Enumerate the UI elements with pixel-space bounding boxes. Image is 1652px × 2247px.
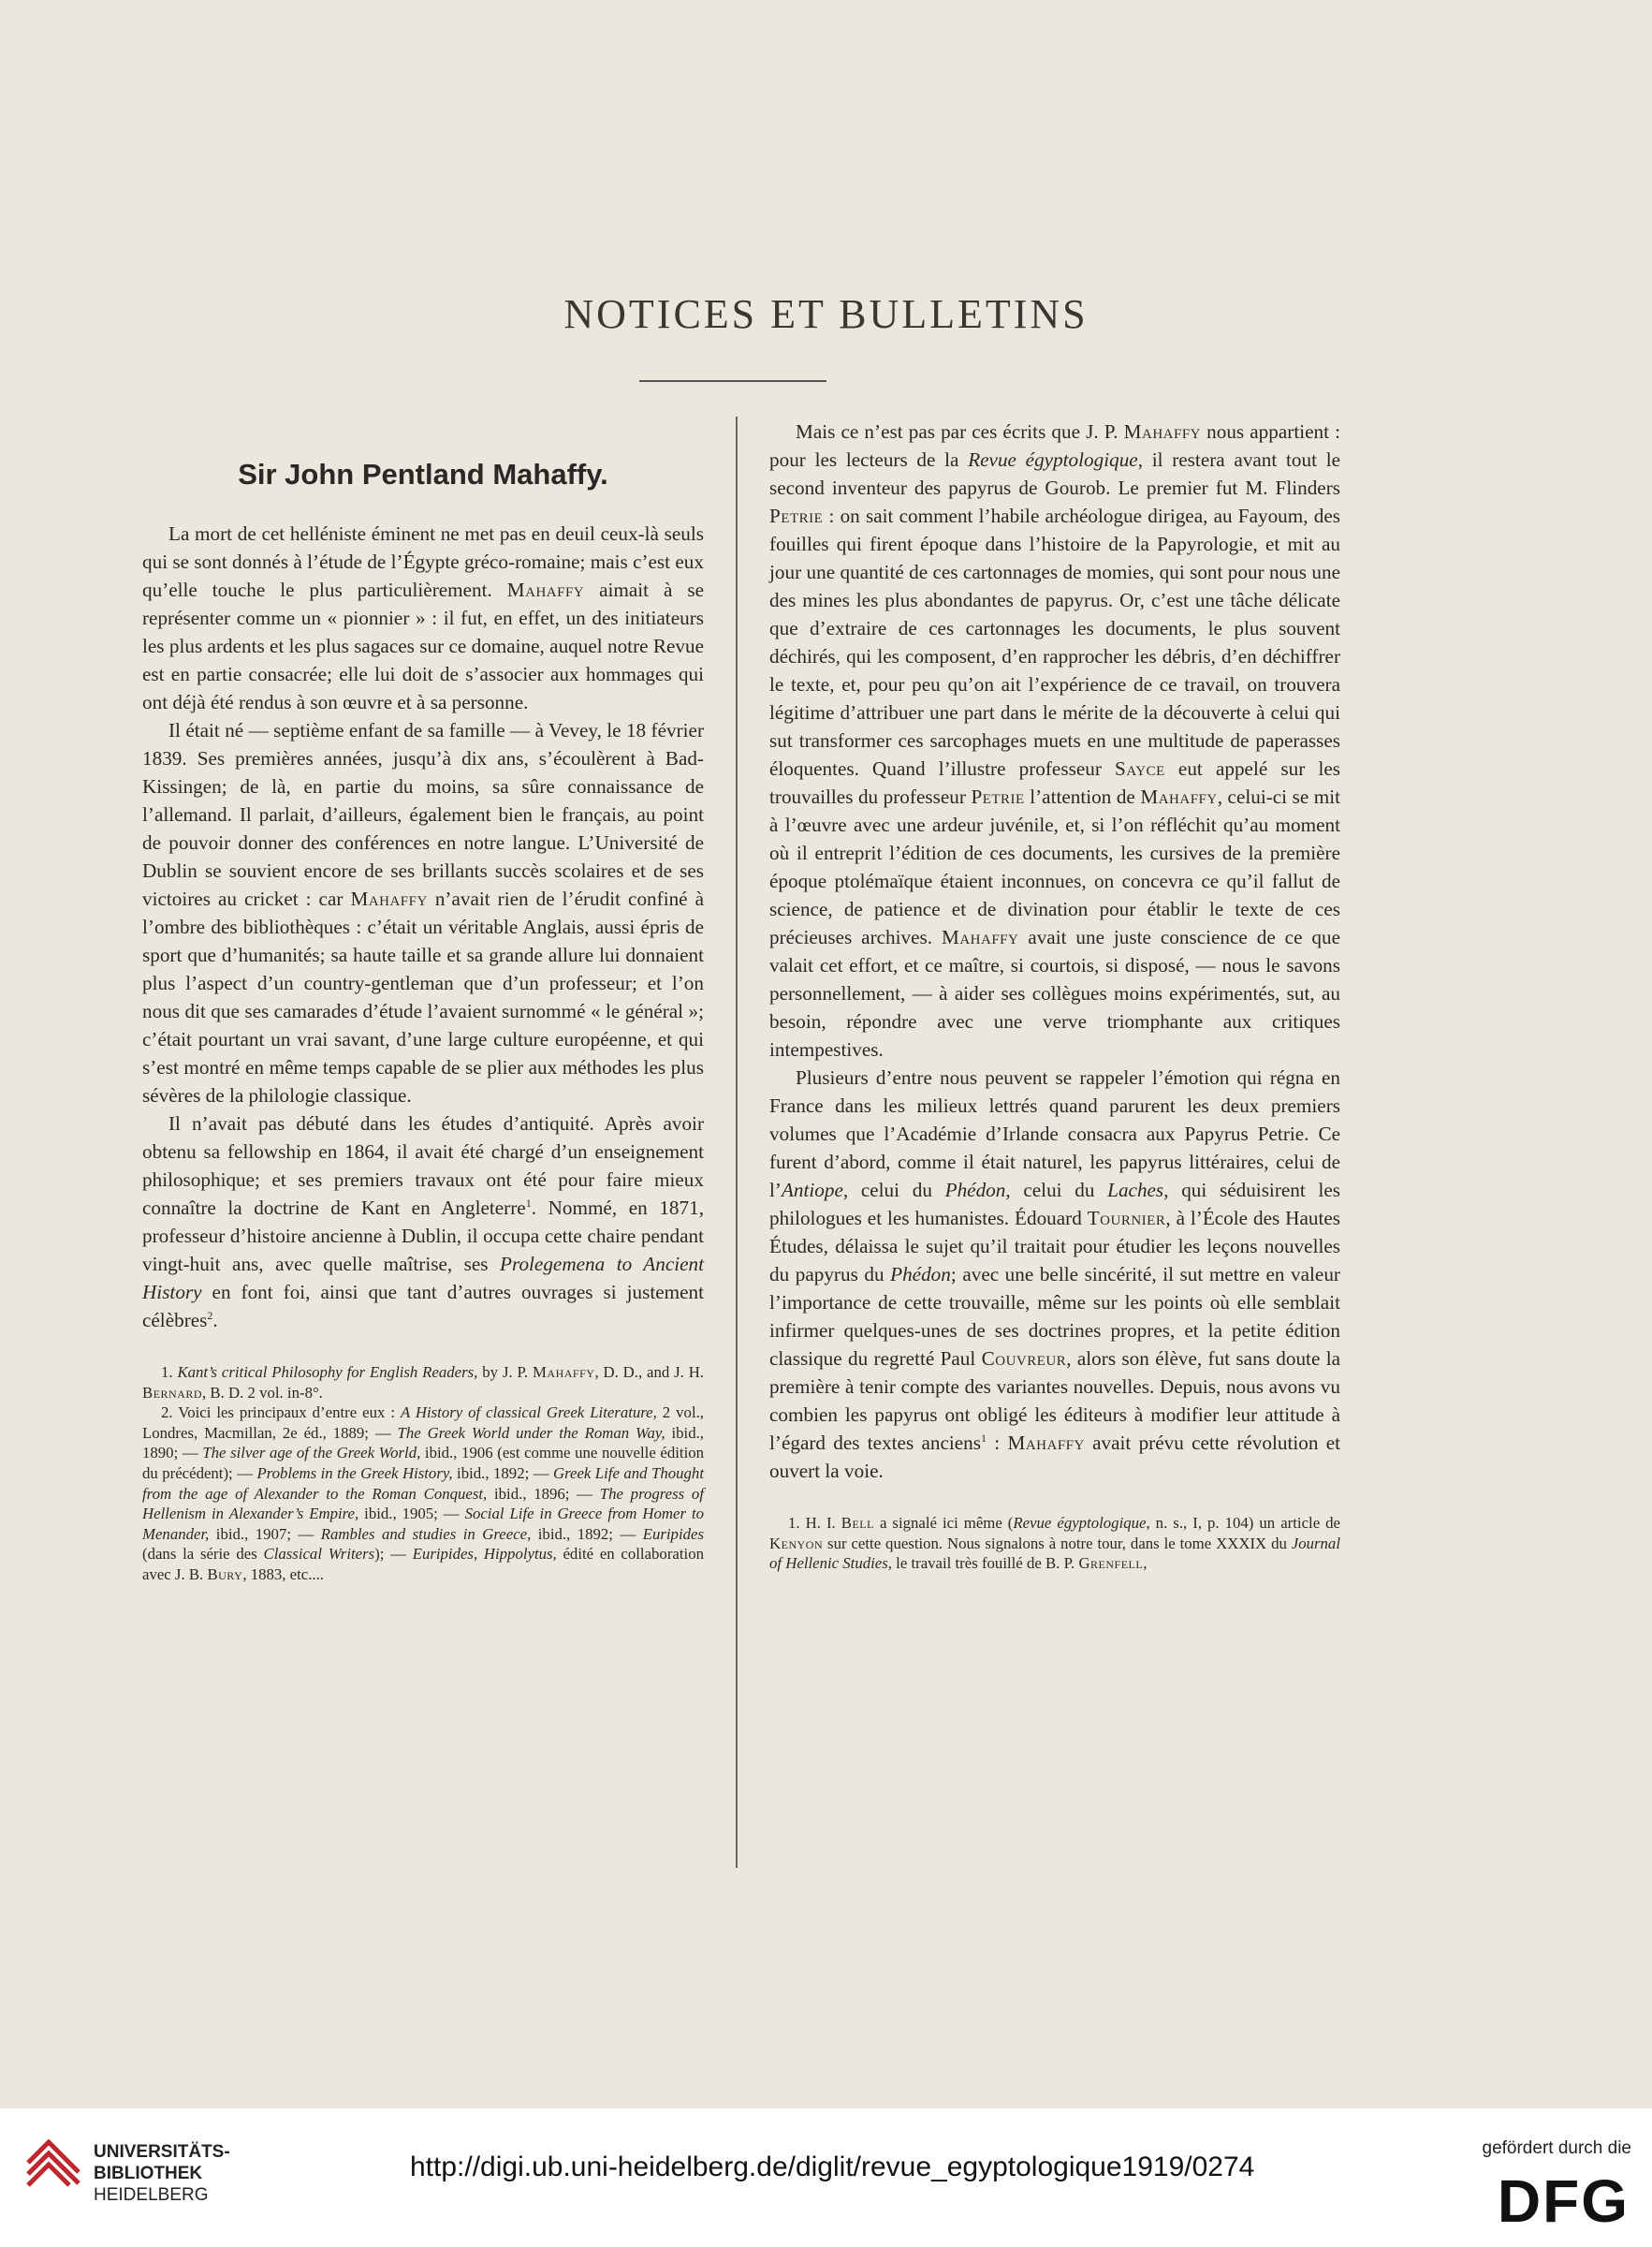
footnote-ref: 1 [525,1196,532,1210]
left-column [142,421,704,1585]
library-name: UNIVERSITÄTS- BIBLIOTHEK HEIDELBERG [94,2142,230,2205]
dfg-logo: DFG [1497,2167,1630,2235]
author-name: Mahaffy [350,888,428,910]
footnote-1: 1. Kant’s critical Philosophy for English Readers, by J. P. Mahaffy, D. D., and J. H. Bernard, B. D. 2 vol. in-8°. [142,1363,705,1402]
footnote-2: 2. Voici les principaux d’entre eux : A History of classical Greek Literature, 2 vol., Londres, Macmillan, 2e éd., 1889; — The Greek World under the Roman Way, ibid., 1890; — The silver age of the Greek World, ibid., 1906 (est comme une nouvelle édition du précédent); — Problems in the Greek History, ibid., 1892; — Greek Life and Thought from the age of Alexander to the Roman Conquest, ibid., 1896; — The progress of Hellenism in Alexander’s Empire, ibid., 1905; — Social Life in Greece from Homer to Menander, ibid., 1907; — Rambles and studies in Greece, ibid., 1892; — Euripides (dans la série des Classical Writers); — Euripides, Hippolytus, édité en collaboration avec J. B. Bury, 1883, etc.... [142,1403,705,1583]
section-heading: NOTICES ET BULLETINS [563,291,1089,337]
heading-rule [639,380,826,382]
left-paragraph-3: Il n’avait pas débuté dans les études d’antiquité. Après avoir obtenu sa fellowship en 1864, il avait été chargé d’un enseignement philosophique; et ses premiers travaux ont été pour faire mieux connaître la doctrine de Kant en Angleterre$^1$. Nommé, en 1871, professeur d’histoire ancienne à Dublin, il occupa cette chaire pendant vingt-huit ans, avec quelle maîtrise, ses Prolegemena to Ancient History en font foi, ainsi que tant d’autres ouvrages si justement célèbres$^2$. [142,1112,704,1331]
column-divider [736,417,738,1868]
footnote-ref: 2 [207,1308,213,1322]
right-paragraph-2: Plusieurs d’entre nous peuvent se rappeler l’émotion qui régna en France dans les milieux lettrés quand parurent les deux premiers volumes que l’Académie d’Irlande consacra aux Papyrus Petrie. Ce furent d’abord, comme il était naturel, les papyrus littéraires, celui de l’Antiope, celui du Phédon, celui du Laches, qui séduisirent les philologues et les humanistes. Édouard Tournier, à l’École des Hautes Études, délaissa le sujet qu’il traitait pour étudier les leçons nouvelles du papyrus du Phédon; avec une belle sincérité, il sut mettre en valeur l’importance de cette trouvaille, même sur les points où elle semblait infirmer quelques-unes de ses doctrines propres, et la petite édition classique du regretté Paul Couvreur, alors son élève, fut sans doute la première à tenir compte des variantes nouvelles. Depuis, nous avons vu combien les papyrus ont obligé les éditeurs à modifier leur attitude à l’égard des textes anciens$^1$ : Mahaffy avait prévu cette révolution et ouvert la voie. [769,1066,1341,1482]
right-paragraph-1: Mais ce n’est pas par ces écrits que J. P. Mahaffy nous appartient : pour les lecteurs de la Revue égyptologique, il restera avant tout le second inventeur des papyrus de Gourob. Le premier fut M. Flinders Petrie : on sait comment l’habile archéologue dirigea, au Fayoum, des fouilles qui firent époque dans l’histoire de la Papyrologie, et mit au jour une quantité de ces cartonnages de momies, qui sont pour nous une des mines les plus abondantes de papyrus. Or, c’est une tâche délicate que d’extraire de ces cartonnages les documents, le plus souvent déchirés, qui les composent, d’en rapprocher les débris, d’en déchiffrer le texte, et, pour peu qu’on ait l’expérience de ce travail, on trouvera légitime d’attribuer une part dans le mérite de la découverte à celui qui sut transformer ces sarcophages muets en une multitude de paperasses éloquentes. Quand l’illustre professeur Sayce eut appelé sur les trouvailles du professeur Petrie l’attention de Mahaffy, celui-ci se mit à l’œuvre avec une ardeur juvénile, et, si l’on réfléchit qu’au moment où il entreprit l’édition de ces documents, les cursives de la première époque ptolémaïque étaient inconnues, on concevra ce qu’il fallut de science, de patience et de divination pour établir le texte de ces précieuses archives. Mahaffy avait une juste conscience de ce que valait cet effort, et ce maître, si courtois, si disposé, — nous le savons personnellement, — à aider ses collègues moins expérimentés, sut, au besoin, répondre avec une verve triomphante aux critiques intempestives. [769,420,1340,1061]
article-title: Sir John Pentland Mahaffy. [238,458,608,491]
right-footnotes [769,1513,1340,1574]
left-footnotes [142,1362,704,1585]
university-library-logo-icon [21,2137,86,2202]
left-paragraph-2: Il était né — septième enfant de sa famille — à Vevey, le 18 février 1839. Ses premières années, jusqu’à dix ans, s’écoulèrent à Bad-Kissingen; de là, en partie du moins, sa sûre connaissance de l’allemand. Il parlait, d’ailleurs, également bien le français, au point de pouvoir donner des conférences en notre langue. L’Université de Dublin se souvient encore de ses brillants succès scolaires et de ses victoires au cricket : car Mahaffy n’avait rien de l’érudit confiné à l’ombre des bibliothèques : c’était un véritable Anglais, aussi épris de sport que d’humanités; sa haute taille et sa grande allure lui donnaient plus l’aspect d’un country-gentleman que d’un professeur; et l’on nous dit que ses camarades d’étude l’avaient surnommé « le général »; c’était pourtant un vrai savant, d’une large culture européenne, et qui s’est montré en même temps capable de se plier aux méthodes les plus sévères de la philologie classique. [142,719,705,1107]
source-url-link[interactable]: http://digi.ub.uni-heidelberg.de/diglit/revue_egyptologique1919/0274 [410,2152,1255,2182]
right-column [769,418,1340,1574]
author-name: Mahaffy [506,579,585,601]
funding-label: gefördert durch die [1482,2138,1631,2158]
footnote-ref: 1 [981,1431,987,1445]
left-paragraph-1: La mort de cet helléniste éminent ne met pas en deuil ceux-là seuls qui se sont donnés à l’étude de l’Égypte gréco-romaine; mais c’est eux qu’elle touche le plus particulièrement. Mahaffy aimait à se représenter comme un « pionnier » : il fut, en effet, un des initiateurs les plus ardents et les plus sagaces sur ce domaine, auquel notre Revue est en partie consacrée; elle lui doit de s’associer aux hommages qui ont déjà été rendus à son œuvre et à sa personne. [142,522,704,713]
footnote-1: 1. H. I. Bell a signalé ici même (Revue égyptologique, n. s., I, p. 104) un article de Kenyon sur cette question. Nous signalons à notre tour, dans le tome XXXIX du Journal of Hellenic Studies, le travail très fouillé de B. P. Grenfell, [769,1514,1340,1573]
